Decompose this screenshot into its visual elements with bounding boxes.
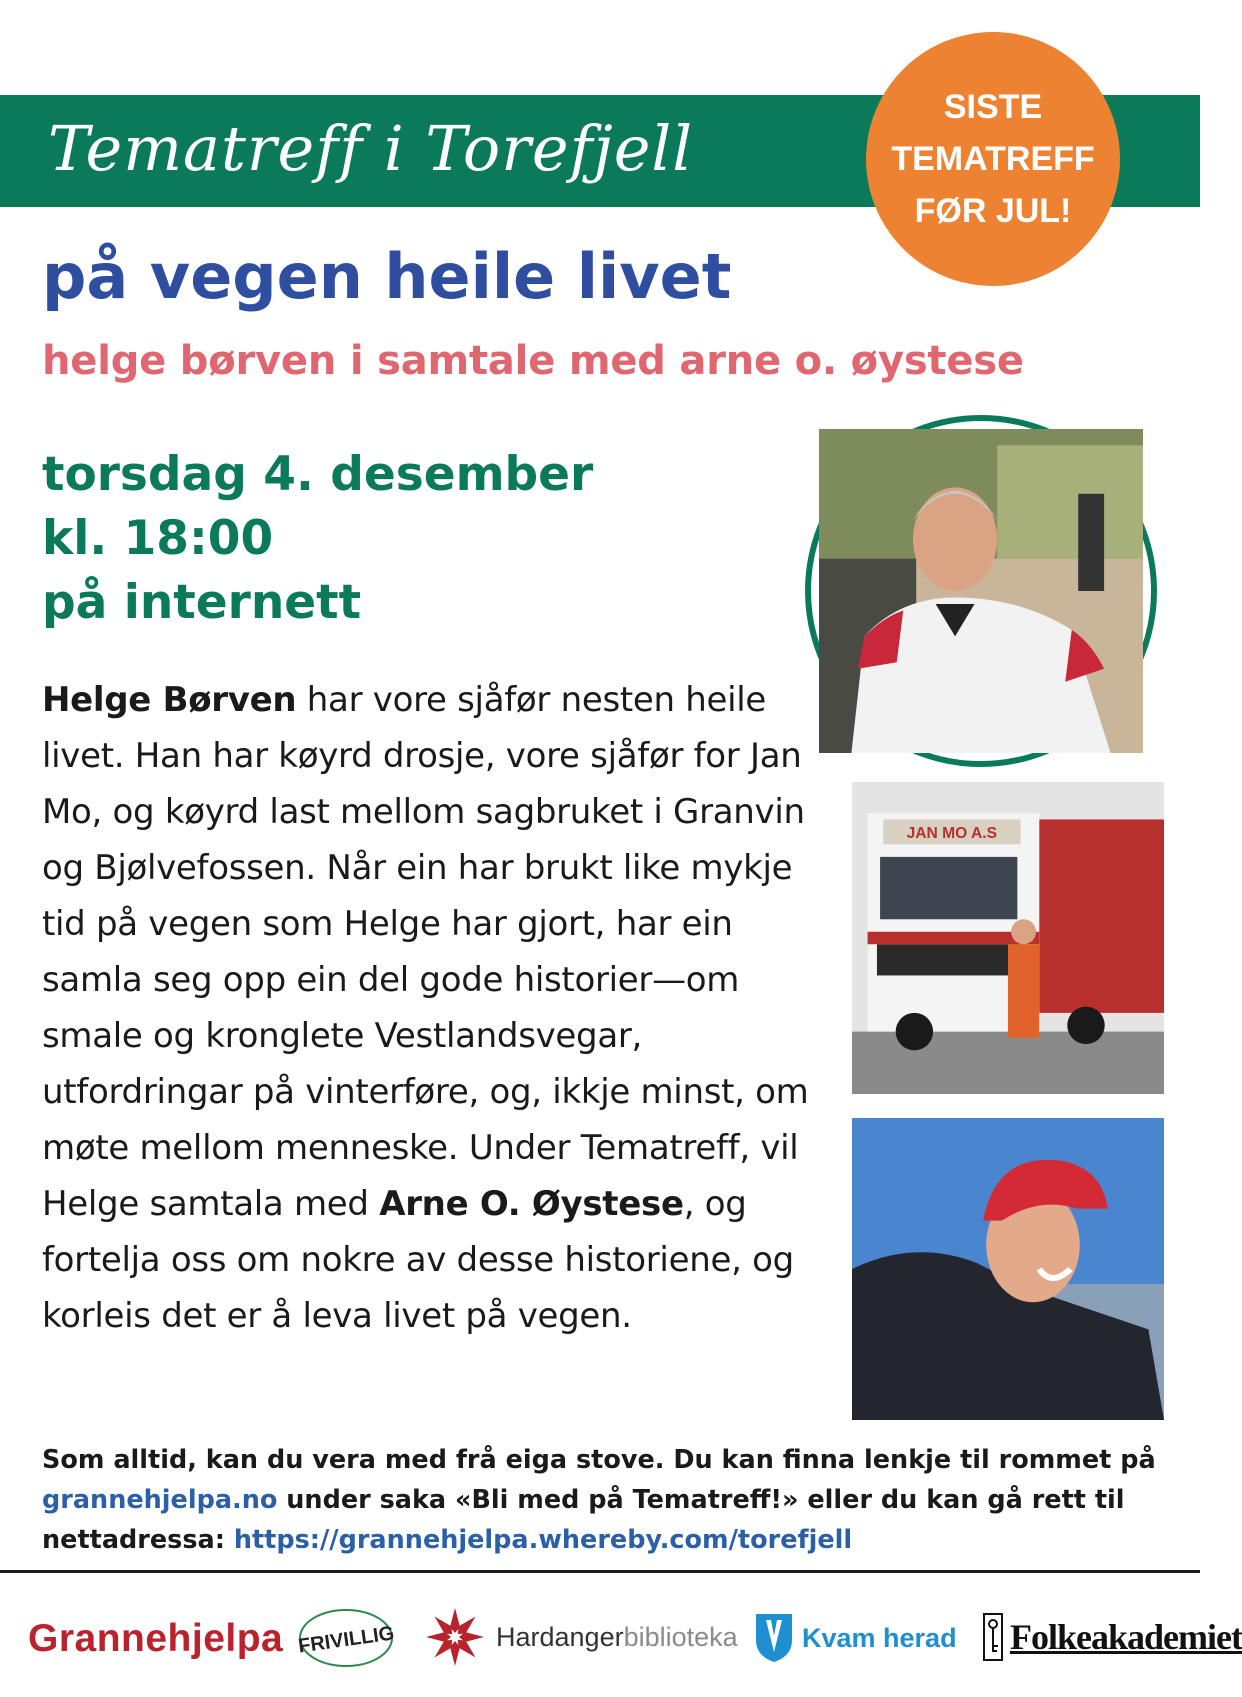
grannehjelpa-link[interactable]: grannehjelpa.no	[42, 1485, 278, 1515]
kvam-shield-icon	[754, 1612, 794, 1664]
badge-line-2: TEMATREFF	[891, 140, 1095, 178]
body-paragraph	[42, 672, 832, 1344]
folkeakademiet-key-icon	[982, 1612, 1004, 1662]
footer-divider	[0, 1570, 1200, 1573]
folkeakademiet-text: Folkeakademiet	[1010, 1617, 1242, 1657]
subheadline: helge børven i samtale med arne o. øystese	[42, 338, 1024, 384]
logo-hardanger-biblioteka	[424, 1606, 738, 1668]
banner-title: Tematreff i Torefjell	[48, 112, 694, 185]
body-part-2: , og fortelja oss om nokre av desse historiene, og korleis det er å leva livet på vegen.	[42, 1184, 794, 1336]
event-time: kl. 18:00	[42, 511, 274, 566]
kvam-text: Kvam herad	[802, 1622, 957, 1653]
footer-note	[42, 1440, 1162, 1560]
name-arne: Arne O. Øystese	[379, 1184, 684, 1224]
truck-illustration	[852, 782, 1164, 1094]
name-helge: Helge Børven	[42, 680, 297, 720]
hardanger-text-b: biblioteka	[623, 1621, 738, 1652]
hardanger-star-icon	[424, 1606, 486, 1668]
frivillig-badge-icon	[296, 1606, 396, 1670]
event-details	[42, 443, 593, 635]
truck-lettering: JAN MO A.S	[906, 825, 998, 843]
hardanger-text-a: Hardanger	[496, 1621, 624, 1652]
photo-helge-portrait	[805, 415, 1157, 767]
badge-line-1: SISTE	[943, 88, 1043, 126]
logo-grannehjelpa-text: Grannehjelpa	[28, 1617, 284, 1660]
frivillig-text: FRIVILLIG	[296, 1622, 396, 1658]
logo-kvam-herad	[754, 1612, 957, 1664]
arne-illustration	[852, 1118, 1164, 1420]
badge-line-3: FØR JUL!	[914, 192, 1072, 230]
event-date: torsdag 4. desember	[42, 447, 594, 502]
footer-part-1: Som alltid, kan du vera med frå eiga stove. Du kan finna lenkje til rommet på	[42, 1445, 1156, 1475]
body-part-1: har vore sjåfør nesten heile livet. Han har køyrd drosje, vore sjåfør for Jan Mo, og køyrd last mellom sagbruket i Granvin og Bjølvefossen. Når ein har brukt like mykje tid på vegen som Helge har gjort, har ein samla seg opp ein del gode historier—om smale og kronglete Vestlandsvegar, utfordringar på vinterføre, og, ikkje minst, om møte mellom menneske. Under Tematreff, vil Helge samtala med	[42, 680, 809, 1224]
logo-folkeakademiet	[982, 1612, 1242, 1662]
logo-frivillig	[296, 1606, 396, 1670]
photo-arne-portrait	[852, 1118, 1164, 1420]
logo-grannehjelpa	[28, 1617, 283, 1661]
headline: på vegen heile livet	[42, 240, 732, 313]
event-place: på internett	[42, 575, 362, 630]
footer-part-2: under saka «Bli med på Tematreff!» eller du kan gå rett til nettadressa:	[42, 1485, 1125, 1555]
whereby-link[interactable]: https://grannehjelpa.whereby.com/torefjell	[233, 1525, 853, 1555]
portrait-illustration	[819, 429, 1143, 753]
photo-truck	[852, 782, 1164, 1094]
badge-circle	[866, 32, 1120, 286]
hardanger-text	[496, 1622, 738, 1653]
